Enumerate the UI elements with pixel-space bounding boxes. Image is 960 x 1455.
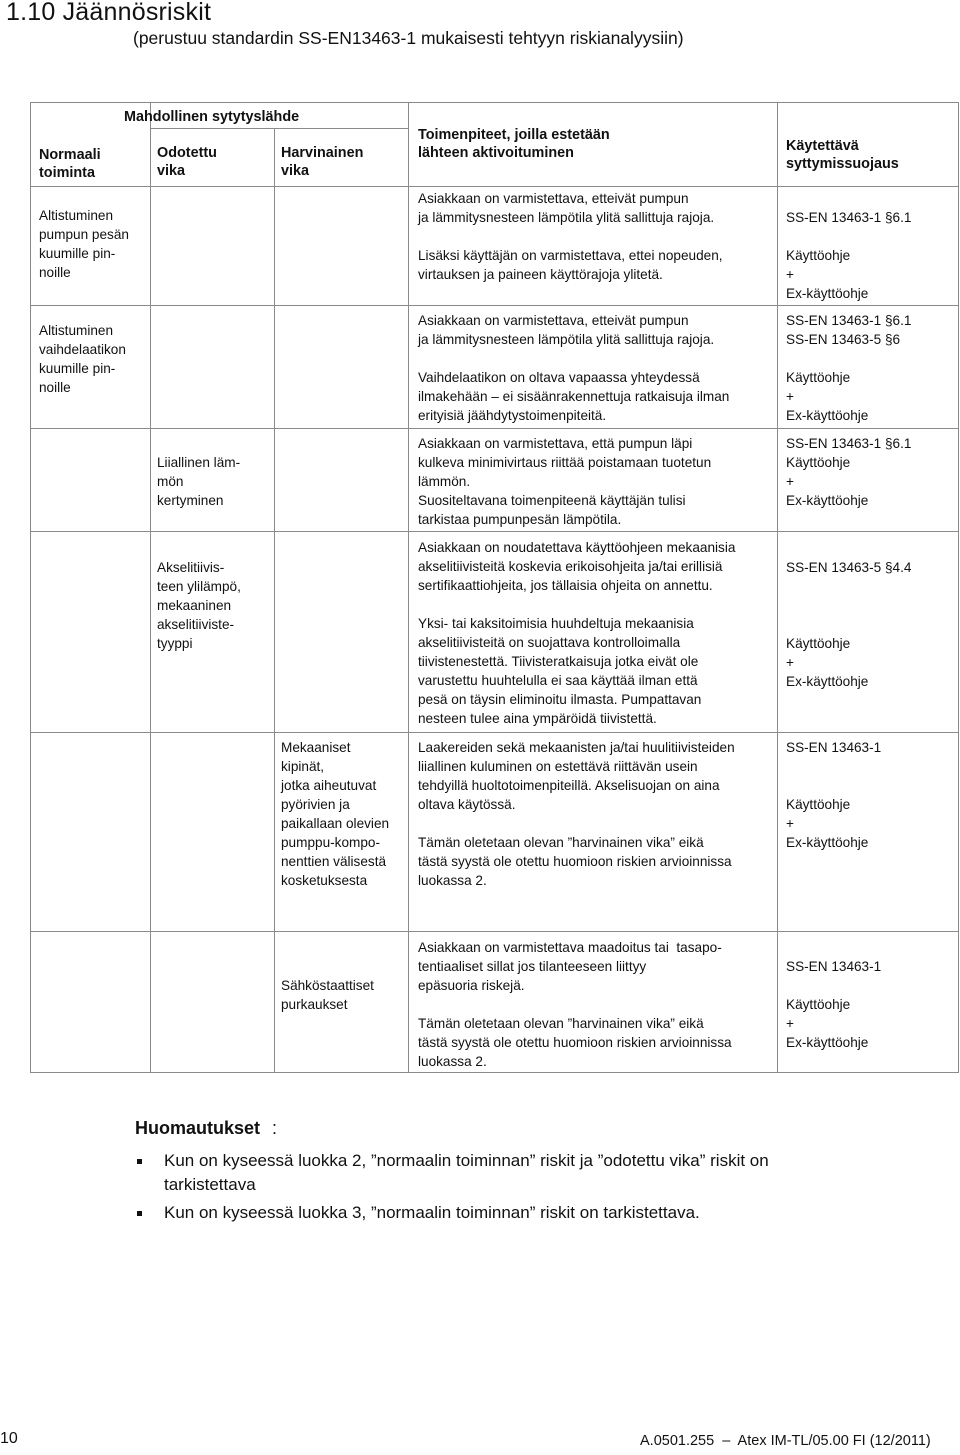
header-expected-fault: Odotettu vika — [157, 145, 217, 179]
table-cell-expected: Akselitiivis- teen ylilämpö, mekaaninen akselitiiviste- tyyppi — [157, 560, 241, 651]
table-border-bottom — [30, 1072, 959, 1073]
row-divider — [30, 428, 959, 429]
row-divider — [30, 305, 959, 306]
row-divider — [30, 931, 959, 932]
footer-page-number: 10 — [0, 1430, 18, 1447]
page-title: 1.10 Jäännösriskit — [6, 0, 212, 26]
table-border-left — [30, 102, 31, 1073]
table-cell-protection: SS-EN 13463-5 §4.4 Käyttöohje + Ex-käyttöohje — [786, 560, 912, 689]
note-item: Kun on kyseessä luokka 3, ”normaalin toiminnan” riskit on tarkistettava. — [164, 1203, 700, 1222]
table-cell-measures: Laakereiden sekä mekaanisten ja/tai huulitiivisteiden liiallinen kuluminen on estettävä riittävän usein tehdyillä huoltotoimenpiteillä. Akselisuojan on aina oltava käytössä. Tämän oletetaan olevan ”harvinainen vika” eikä tästä syystä ole otettu huomioon riskien arvioinnissa luokassa 2. — [418, 740, 735, 888]
table-cell-measures: Asiakkaan on varmistettava, etteivät pumpun ja lämmitysnesteen lämpötila ylitä sallittuja rajoja. Lisäksi käyttäjän on varmistettava, ettei nopeuden, virtauksen ja paineen käyttörajoja ylitetä. — [418, 191, 723, 282]
bullet-icon — [137, 1211, 142, 1216]
note-item: Kun on kyseessä luokka 2, ”normaalin toiminnan” riskit ja ”odotettu vika” riskit on tarkistettava — [164, 1151, 769, 1194]
table-cell-rare: Mekaaniset kipinät, jotka aiheutuvat pyörivien ja paikallaan olevien pumppu-kompo- nenttien välisestä kosketuksesta — [281, 740, 390, 888]
column-divider — [408, 102, 409, 1073]
row-divider — [30, 531, 959, 532]
table-cell-protection: SS-EN 13463-1 Käyttöohje + Ex-käyttöohje — [786, 959, 882, 1050]
table-border-top — [30, 102, 959, 103]
row-divider — [30, 732, 959, 733]
row-divider — [30, 186, 959, 187]
ignition-group-divider — [150, 128, 408, 129]
footer-doc-code: A.0501.255 – Atex IM-TL/05.00 FI (12/2011) — [640, 1433, 931, 1449]
table-cell-protection: SS-EN 13463-1 §6.1 SS-EN 13463-5 §6 Käyttöohje + Ex-käyttöohje — [786, 313, 912, 423]
table-cell-expected: Liiallinen läm- mön kertyminen — [157, 455, 241, 508]
table-cell-measures: Asiakkaan on varmistettava, etteivät pumpun ja lämmitysnesteen lämpötila ylitä sallittuja rajoja. Vaihdelaatikon on oltava vapaassa yhteydessä ilmakehään – ei sisäänrakennettuja ratkaisuja ilman erityisiä jäähdytystoimenpiteitä. — [418, 313, 730, 423]
header-rare-fault: Harvinainen vika — [281, 145, 364, 179]
table-cell-rare: Sähköstaattiset purkaukset — [281, 978, 374, 1012]
header-normal-operation: Normaali toiminta — [39, 147, 101, 181]
table-border-right — [958, 102, 959, 1073]
table-cell-normal: Altistuminen vaihdelaatikon kuumille pin- noille — [39, 323, 126, 395]
bullet-icon — [137, 1159, 142, 1164]
notes-heading-colon: : — [272, 1118, 278, 1138]
table-cell-measures: Asiakkaan on noudatettava käyttöohjeen mekaanisia akselitiivisteitä koskevia erikoisohjeita ja/tai erillisiä sertifikaattiohjeita, jos tällaisia ohjeita on annettu. Yksi- tai kaksitoimisia huuhdeltuja mekaanisia akselitiivisteitä on suojattava kontrolloimalla tiivistenestettä. Tiivisteratkaisuja jotka eivät ole varustettu huuhtelulla ei saa käyttää ilman että pesä on täysin eliminoitu ilmasta. Pumpattavan nesteen tulee aina ympäröidä tiivistettä. — [418, 540, 736, 726]
notes-heading: Huomautukset — [135, 1118, 261, 1138]
header-ignition-source: Mahdollinen sytytyslähde — [124, 109, 300, 125]
table-cell-normal: Altistuminen pumpun pesän kuumille pin- noille — [39, 208, 129, 280]
column-divider — [150, 102, 151, 1073]
table-cell-protection: SS-EN 13463-1 Käyttöohje + Ex-käyttöohje — [786, 740, 882, 850]
page-subtitle: (perustuu standardin SS-EN13463-1 mukaisesti tehtyyn riskianalyysiin) — [133, 28, 684, 48]
table-cell-measures: Asiakkaan on varmistettava, että pumpun läpi kulkeva minimivirtaus riittää poistamaan tuotetun lämmön. Suositeltavana toimenpiteenä käyttäjän tulisi tarkistaa pumpunpesän lämpötila. — [418, 436, 712, 527]
table-cell-protection: SS-EN 13463-1 §6.1 Käyttöohje + Ex-käyttöohje — [786, 210, 912, 301]
column-divider — [777, 102, 778, 1073]
table-cell-protection: SS-EN 13463-1 §6.1 Käyttöohje + Ex-käyttöohje — [786, 436, 912, 508]
header-measures: Toimenpiteet, joilla estetään lähteen aktivoituminen — [418, 127, 610, 161]
table-cell-measures: Asiakkaan on varmistettava maadoitus tai tasapo- tentiaaliset sillat jos tilanteeseen liittyy epäsuoria riskejä. Tämän oletetaan olevan ”harvinainen vika” eikä tästä syystä ole otettu huomioon riskien arvioinnissa luokassa 2. — [418, 940, 732, 1069]
header-protection: Käytettävä syttymissuojaus — [786, 138, 899, 172]
